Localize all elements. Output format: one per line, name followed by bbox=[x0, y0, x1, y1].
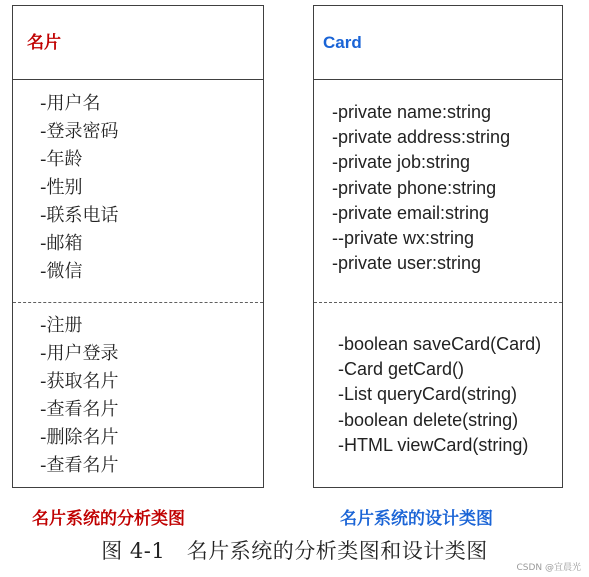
design-attribute: -private address:string bbox=[332, 127, 511, 148]
design-operation: -List queryCard(string) bbox=[338, 384, 518, 405]
analysis-operation: -查看名片 bbox=[40, 399, 119, 420]
analysis-attribute: -性别 bbox=[40, 177, 83, 198]
design-attribute-list bbox=[332, 100, 510, 276]
analysis-operation-list bbox=[40, 312, 119, 480]
analysis-section-divider bbox=[13, 302, 263, 303]
design-diagram-caption: 名片系统的设计类图 bbox=[340, 509, 493, 529]
analysis-attribute: -邮箱 bbox=[40, 233, 83, 254]
analysis-operation: -查看名片 bbox=[40, 455, 119, 476]
analysis-attribute-list bbox=[40, 90, 119, 286]
design-operation-list bbox=[338, 332, 541, 458]
analysis-operation: -用户登录 bbox=[40, 343, 119, 364]
analysis-attribute: -登录密码 bbox=[40, 121, 119, 142]
figure-caption: 图 4-1 名片系统的分析类图和设计类图 bbox=[101, 539, 488, 563]
analysis-operation: -获取名片 bbox=[40, 371, 119, 392]
design-attribute: -private name:string bbox=[332, 102, 492, 122]
design-operation: -boolean saveCard(Card) bbox=[338, 334, 542, 354]
analysis-diagram-caption: 名片系统的分析类图 bbox=[32, 509, 185, 529]
analysis-attribute: -用户名 bbox=[40, 93, 101, 114]
design-attribute: -private user:string bbox=[332, 253, 482, 274]
design-operation: -HTML viewCard(string) bbox=[338, 434, 529, 455]
design-attribute: -private email:string bbox=[332, 202, 490, 223]
analysis-attribute: -微信 bbox=[40, 261, 83, 282]
analysis-operation: -注册 bbox=[40, 315, 83, 336]
analysis-attribute: -联系电话 bbox=[40, 205, 119, 226]
design-attribute: -private phone:string bbox=[332, 177, 497, 198]
analysis-class-name: 名片 bbox=[13, 6, 263, 80]
analysis-attribute: -年龄 bbox=[40, 149, 83, 170]
design-operation: -Card getCard() bbox=[338, 359, 465, 380]
analysis-class-box bbox=[12, 5, 264, 488]
analysis-operation: -删除名片 bbox=[40, 427, 119, 448]
design-section-divider bbox=[314, 302, 562, 303]
design-attribute: -private job:string bbox=[332, 152, 471, 173]
design-attribute: --private wx:string bbox=[332, 228, 475, 249]
design-operation: -boolean delete(string) bbox=[338, 409, 519, 430]
watermark: CSDN @宜晨光 bbox=[516, 563, 581, 573]
design-class-box bbox=[313, 5, 563, 488]
design-class-name: Card bbox=[314, 6, 562, 80]
